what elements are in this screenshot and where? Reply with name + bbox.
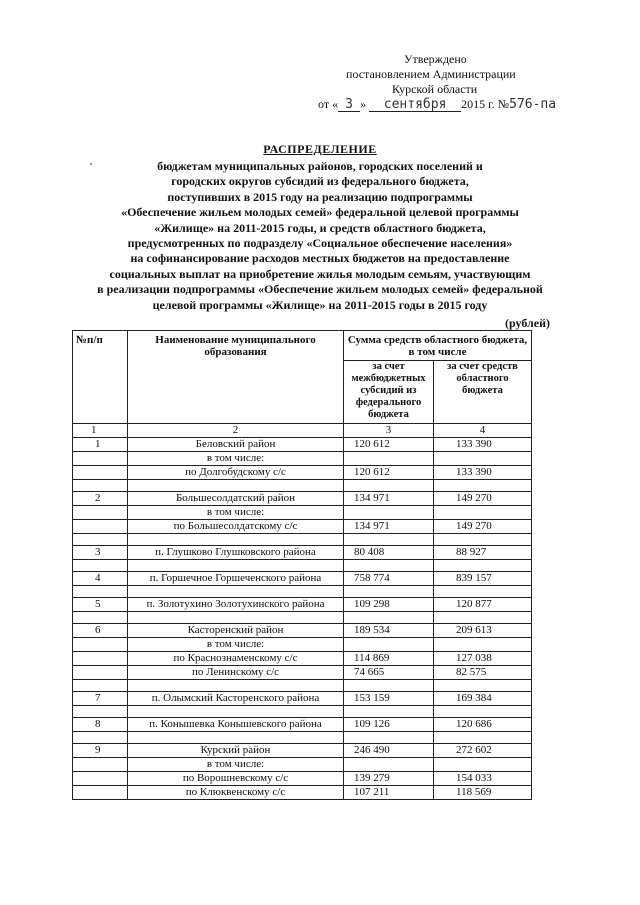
column-numbers-row	[73, 424, 532, 438]
row-number-cell	[73, 452, 128, 466]
table-subrow	[73, 466, 532, 480]
spacer-cell	[344, 586, 434, 598]
row-name-cell: п. Глушково Глушковского района	[128, 546, 344, 560]
col-number-header: №п/п	[73, 331, 128, 424]
federal-amount-cell: 120 612	[344, 438, 434, 452]
table-row	[73, 744, 532, 758]
spacer-cell	[128, 480, 344, 492]
table-subrow	[73, 506, 532, 520]
row-number-cell	[73, 652, 128, 666]
row-number-cell	[73, 786, 128, 800]
row-number-cell	[73, 638, 128, 652]
spacer-cell	[73, 612, 128, 624]
row-number-cell	[73, 466, 128, 480]
spacer-cell	[128, 706, 344, 718]
col-number: 1	[73, 424, 128, 438]
spacer-cell	[434, 560, 532, 572]
regional-amount-cell: 127 038	[434, 652, 532, 666]
federal-amount-cell	[344, 638, 434, 652]
federal-amount-cell	[344, 452, 434, 466]
federal-amount-cell: 74 665	[344, 666, 434, 680]
col-number: 2	[128, 424, 344, 438]
federal-amount-cell: 153 159	[344, 692, 434, 706]
regional-amount-cell: 154 033	[434, 772, 532, 786]
regional-amount-cell: 133 390	[434, 466, 532, 480]
regional-amount-cell	[434, 758, 532, 772]
row-number-cell: 3	[73, 546, 128, 560]
spacer-cell	[434, 586, 532, 598]
title-line: городских округов субсидий из федерального бюджета,	[171, 174, 469, 189]
regional-amount-cell: 118 569	[434, 786, 532, 800]
title-line: на софинансирование расходов местных бюджетов на предоставление	[130, 251, 510, 266]
approval-line: Утверждено	[404, 52, 467, 66]
federal-amount-cell: 109 298	[344, 598, 434, 612]
row-number-cell: 8	[73, 718, 128, 732]
date-mid: »	[360, 97, 367, 111]
spacer-cell	[434, 680, 532, 692]
spacer-cell	[344, 480, 434, 492]
units-label: (рублей)	[505, 316, 551, 330]
row-name-cell: в том числе:	[128, 638, 344, 652]
title-line: «Жилище» на 2011-2015 годы, и средств областного бюджета,	[154, 220, 486, 235]
spacer-cell	[344, 534, 434, 546]
table-row	[73, 624, 532, 638]
col-regional-header: за счет средств областного бюджета	[434, 361, 532, 424]
date-month: сентября	[369, 98, 461, 112]
row-number-cell	[73, 506, 128, 520]
row-name-cell: Касторенский район	[128, 624, 344, 638]
federal-amount-cell: 114 869	[344, 652, 434, 666]
date-year: 2015 г. №	[461, 97, 510, 111]
row-number-cell: 1	[73, 438, 128, 452]
federal-amount-cell: 120 612	[344, 466, 434, 480]
approval-block	[300, 52, 570, 112]
table-subrow	[73, 772, 532, 786]
title-heading: РАСПРЕДЕЛЕНИЕ	[263, 142, 377, 156]
table-subrow	[73, 638, 532, 652]
regional-amount-cell: 272 602	[434, 744, 532, 758]
document-number: 576-па	[509, 97, 557, 112]
title-line: в реализации подпрограммы «Обеспечение жильем молодых семей» федеральной	[97, 282, 543, 297]
date-day: 3	[338, 98, 360, 112]
table-row	[73, 492, 532, 506]
col-name-header: Наименование муниципального образования	[128, 331, 344, 424]
spacer-cell	[73, 560, 128, 572]
table-row	[73, 692, 532, 706]
spacer-cell	[73, 534, 128, 546]
spacer-cell	[434, 732, 532, 744]
spacer-row	[73, 680, 532, 692]
spacer-cell	[128, 534, 344, 546]
date-prefix: от «	[318, 97, 339, 111]
federal-amount-cell	[344, 506, 434, 520]
spacer-cell	[344, 560, 434, 572]
row-name-cell: п. Олымский Касторенского района	[128, 692, 344, 706]
spacer-row	[73, 732, 532, 744]
col-number: 3	[344, 424, 434, 438]
federal-amount-cell: 107 211	[344, 786, 434, 800]
row-name-cell: по Долгобудскому с/с	[128, 466, 344, 480]
table-subrow	[73, 666, 532, 680]
spacer-cell	[434, 480, 532, 492]
row-number-cell	[73, 758, 128, 772]
table-subrow	[73, 758, 532, 772]
row-number-cell: 2	[73, 492, 128, 506]
regional-amount-cell	[434, 452, 532, 466]
table-row	[73, 546, 532, 560]
federal-amount-cell: 109 126	[344, 718, 434, 732]
spacer-cell	[128, 680, 344, 692]
federal-amount-cell: 80 408	[344, 546, 434, 560]
federal-amount-cell: 134 971	[344, 492, 434, 506]
title-line: поступивших в 2015 году на реализацию подпрограммы	[167, 189, 473, 204]
spacer-cell	[73, 680, 128, 692]
spacer-cell	[128, 612, 344, 624]
title-line: «Обеспечение жильем молодых семей» федеральной целевой программы	[121, 205, 519, 220]
title-line: социальных выплат на приобретение жилья молодым семьям, участвующим	[109, 266, 531, 281]
spacer-row	[73, 706, 532, 718]
row-number-cell: 5	[73, 598, 128, 612]
table-subrow	[73, 786, 532, 800]
federal-amount-cell: 246 490	[344, 744, 434, 758]
regional-amount-cell: 120 877	[434, 598, 532, 612]
table-row	[73, 438, 532, 452]
spacer-row	[73, 480, 532, 492]
row-number-cell: 7	[73, 692, 128, 706]
table-row	[73, 572, 532, 586]
regional-amount-cell: 82 575	[434, 666, 532, 680]
table-subrow	[73, 452, 532, 466]
row-name-cell: по Ленинскому с/с	[128, 666, 344, 680]
table-subrow	[73, 520, 532, 534]
federal-amount-cell: 139 279	[344, 772, 434, 786]
federal-amount-cell: 134 971	[344, 520, 434, 534]
row-name-cell: Большесолдатский район	[128, 492, 344, 506]
regional-amount-cell: 209 613	[434, 624, 532, 638]
row-number-cell	[73, 666, 128, 680]
document-title	[0, 142, 640, 313]
spacer-cell	[73, 480, 128, 492]
row-name-cell: в том числе:	[128, 452, 344, 466]
row-name-cell: п. Конышевка Конышевского района	[128, 718, 344, 732]
regional-amount-cell: 133 390	[434, 438, 532, 452]
row-number-cell: 4	[73, 572, 128, 586]
title-line: бюджетам муниципальных районов, городских поселений и	[157, 159, 483, 173]
spacer-row	[73, 586, 532, 598]
spacer-cell	[434, 706, 532, 718]
regional-amount-cell: 839 157	[434, 572, 532, 586]
federal-amount-cell: 189 534	[344, 624, 434, 638]
row-name-cell: Курский район	[128, 744, 344, 758]
row-name-cell: по Краснознаменскому с/с	[128, 652, 344, 666]
table-row	[73, 718, 532, 732]
approval-date-line	[300, 97, 570, 112]
distribution-table	[72, 330, 532, 800]
row-number-cell: 9	[73, 744, 128, 758]
spacer-cell	[128, 560, 344, 572]
approval-line: постановлением Администрации	[346, 67, 516, 81]
regional-amount-cell: 149 270	[434, 492, 532, 506]
table-header-row	[73, 331, 532, 361]
table-row	[73, 598, 532, 612]
table-subrow	[73, 652, 532, 666]
regional-amount-cell: 88 927	[434, 546, 532, 560]
federal-amount-cell: 758 774	[344, 572, 434, 586]
sum-header: Сумма средств областного бюджета, в том числе	[344, 331, 532, 361]
regional-amount-cell	[434, 506, 532, 520]
spacer-cell	[73, 586, 128, 598]
spacer-cell	[73, 706, 128, 718]
spacer-cell	[344, 732, 434, 744]
spacer-cell	[344, 706, 434, 718]
row-name-cell: по Большесолдатскому с/с	[128, 520, 344, 534]
title-description	[0, 159, 640, 313]
regional-amount-cell	[434, 638, 532, 652]
col-number: 4	[434, 424, 532, 438]
title-line: целевой программы «Жилище» на 2011-2015 годы в 2015 году	[152, 297, 488, 312]
title-line: предусмотренных по подразделу «Социальное обеспечение населения»	[127, 236, 513, 251]
row-name-cell: по Клюквенскому с/с	[128, 786, 344, 800]
row-number-cell: 6	[73, 624, 128, 638]
spacer-cell	[434, 612, 532, 624]
row-number-cell	[73, 520, 128, 534]
regional-amount-cell: 169 384	[434, 692, 532, 706]
row-name-cell: по Ворошневскому с/с	[128, 772, 344, 786]
row-name-cell: в том числе:	[128, 758, 344, 772]
col-federal-header: за счет межбюджетных субсидий из федерального бюджета	[344, 361, 434, 424]
spacer-cell	[434, 534, 532, 546]
spacer-cell	[128, 586, 344, 598]
regional-amount-cell: 149 270	[434, 520, 532, 534]
row-name-cell: в том числе:	[128, 506, 344, 520]
spacer-row	[73, 560, 532, 572]
row-name-cell: п. Золотухино Золотухинского района	[128, 598, 344, 612]
row-name-cell: Беловский район	[128, 438, 344, 452]
spacer-row	[73, 612, 532, 624]
spacer-cell	[344, 680, 434, 692]
spacer-cell	[128, 732, 344, 744]
federal-amount-cell	[344, 758, 434, 772]
row-number-cell	[73, 772, 128, 786]
approval-line: Курской области	[392, 82, 478, 96]
spacer-cell	[73, 732, 128, 744]
spacer-cell	[344, 612, 434, 624]
spacer-row	[73, 534, 532, 546]
row-name-cell: п. Горшечное Горшеченского района	[128, 572, 344, 586]
regional-amount-cell: 120 686	[434, 718, 532, 732]
